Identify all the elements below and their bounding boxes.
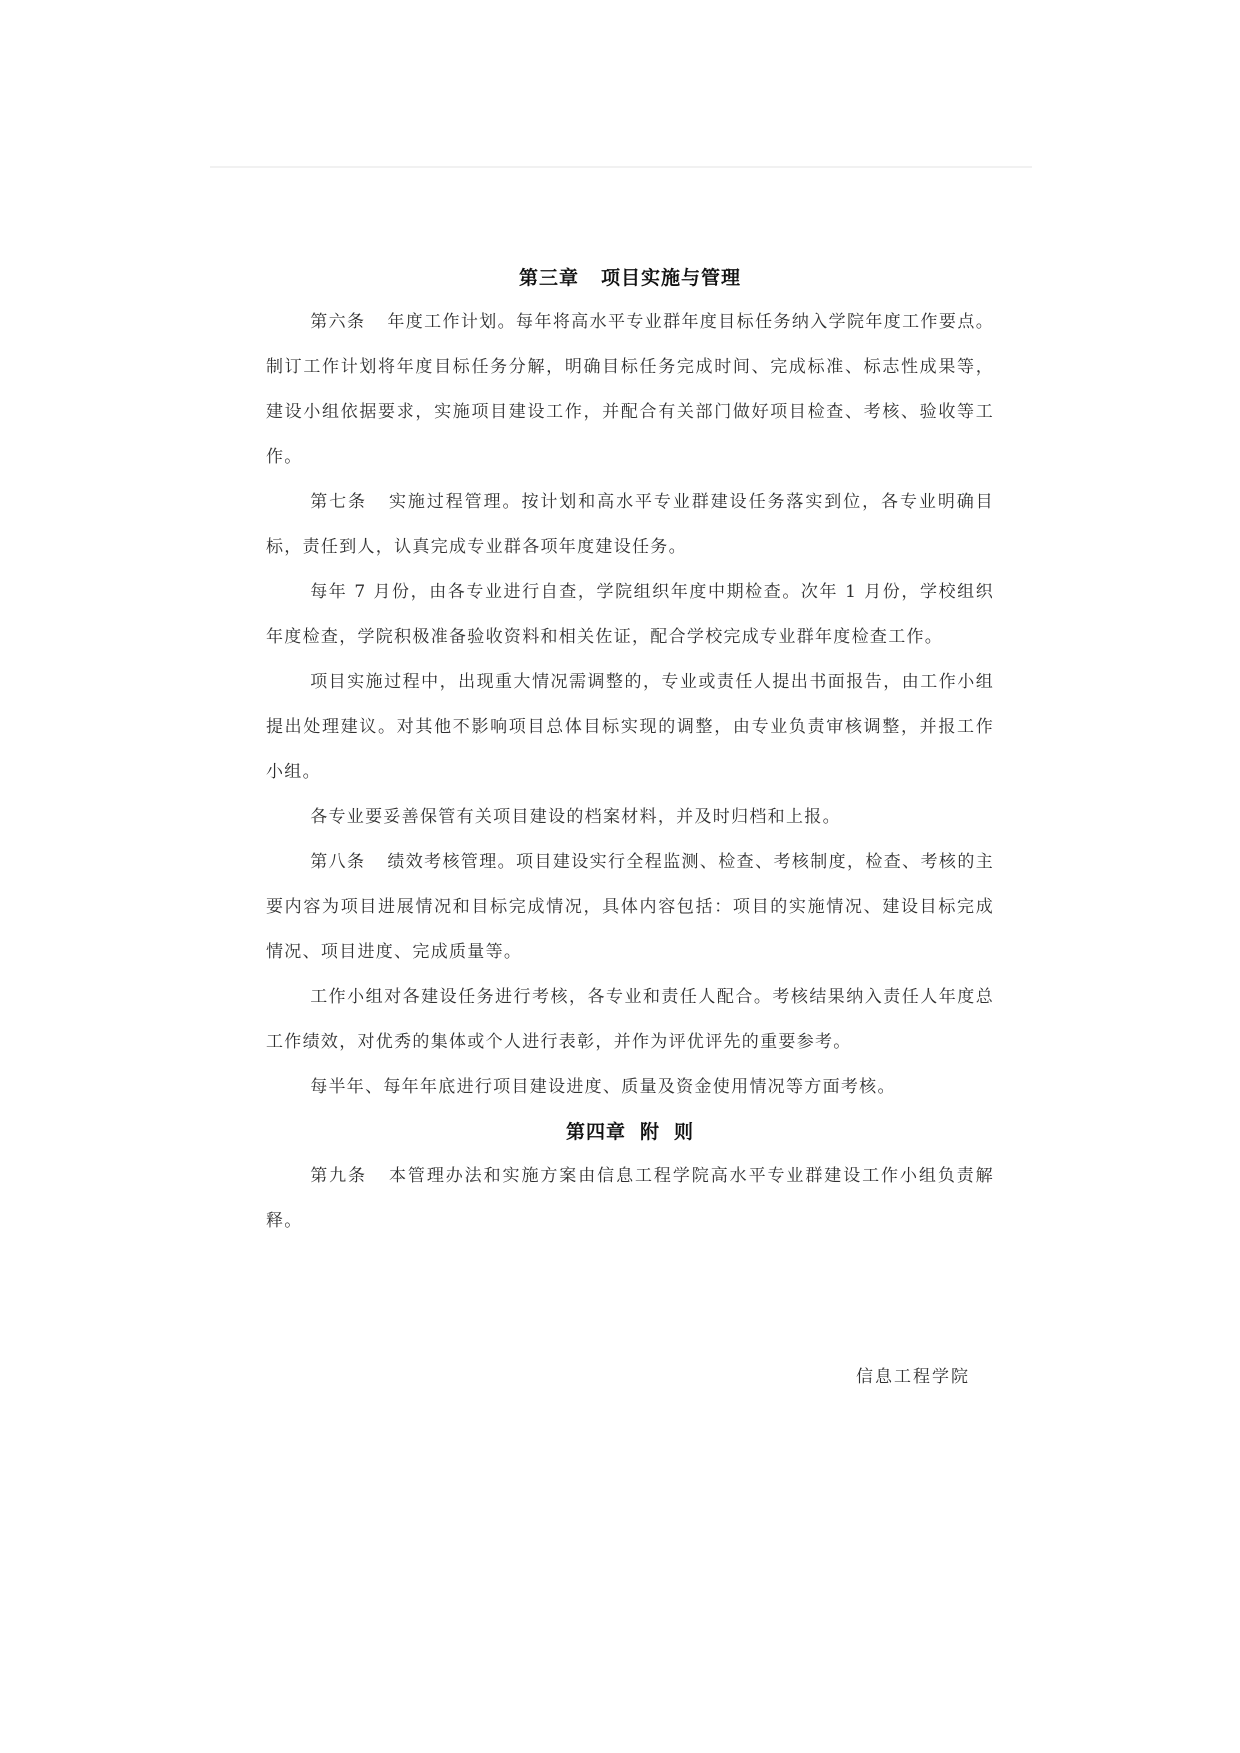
article-9 bbox=[266, 1154, 994, 1244]
chapter-4-heading bbox=[266, 1110, 994, 1154]
article-6 bbox=[266, 300, 994, 480]
paragraph-assessment: 工作小组对各建设任务进行考核，各专业和责任人配合。考核结果纳入责任人年度总工作绩效，对优秀的集体或个人进行表彰，并作为评优评先的重要参考。 bbox=[266, 987, 994, 1052]
chapter-3-number: 第三章 bbox=[518, 267, 579, 289]
page-top-rule bbox=[210, 166, 1032, 168]
article-7 bbox=[266, 480, 994, 570]
article-8 bbox=[266, 840, 994, 975]
chapter-4-title-a: 附 bbox=[639, 1121, 660, 1143]
paragraph-adjustment: 项目实施过程中，出现重大情况需调整的，专业或责任人提出书面报告，由工作小组提出处理建议。对其他不影响项目总体目标实现的调整，由专业负责审核调整，并报工作小组。 bbox=[266, 672, 994, 782]
chapter-3-title: 项目实施与管理 bbox=[601, 267, 742, 289]
article-9-text: 本管理办法和实施方案由信息工程学院高水平专业群建设工作小组负责解释。 bbox=[266, 1166, 994, 1231]
article-7-label: 第七条 bbox=[310, 492, 367, 512]
chapter-4-title-b: 则 bbox=[674, 1121, 695, 1143]
paragraph-archive: 各专业要妥善保管有关项目建设的档案材料，并及时归档和上报。 bbox=[310, 807, 841, 827]
document-body bbox=[266, 256, 994, 1244]
chapter-4-number: 第四章 bbox=[565, 1121, 626, 1143]
article-6-label: 第六条 bbox=[310, 312, 366, 332]
chapter-3-heading bbox=[266, 256, 994, 300]
signature: 信息工程学院 bbox=[856, 1367, 970, 1387]
article-8-text: 绩效考核管理。项目建设实行全程监测、检查、考核制度，检查、考核的主要内容为项目进展情况和目标完成情况，具体内容包括：项目的实施情况、建设目标完成情况、项目进度、完成质量等。 bbox=[266, 852, 995, 962]
article-7-text: 实施过程管理。按计划和高水平专业群建设任务落实到位，各专业明确目标，责任到人，认真完成专业群各项年度建设任务。 bbox=[266, 492, 994, 557]
paragraph-annual-check: 每年 7 月份，由各专业进行自查，学院组织年度中期检查。次年 1 月份，学校组织年度检查，学院积极准备验收资料和相关佐证，配合学校完成专业群年度检查工作。 bbox=[266, 582, 994, 647]
article-6-text: 年度工作计划。每年将高水平专业群年度目标任务纳入学院年度工作要点。制订工作计划将年度目标任务分解，明确目标任务完成时间、完成标准、标志性成果等，建设小组依据要求，实施项目建设工作，并配合有关部门做好项目检查、考核、验收等工作。 bbox=[266, 312, 995, 467]
article-9-label: 第九条 bbox=[310, 1166, 367, 1186]
article-8-label: 第八条 bbox=[310, 852, 366, 872]
paragraph-halfyear: 每半年、每年年底进行项目建设进度、质量及资金使用情况等方面考核。 bbox=[310, 1077, 896, 1097]
